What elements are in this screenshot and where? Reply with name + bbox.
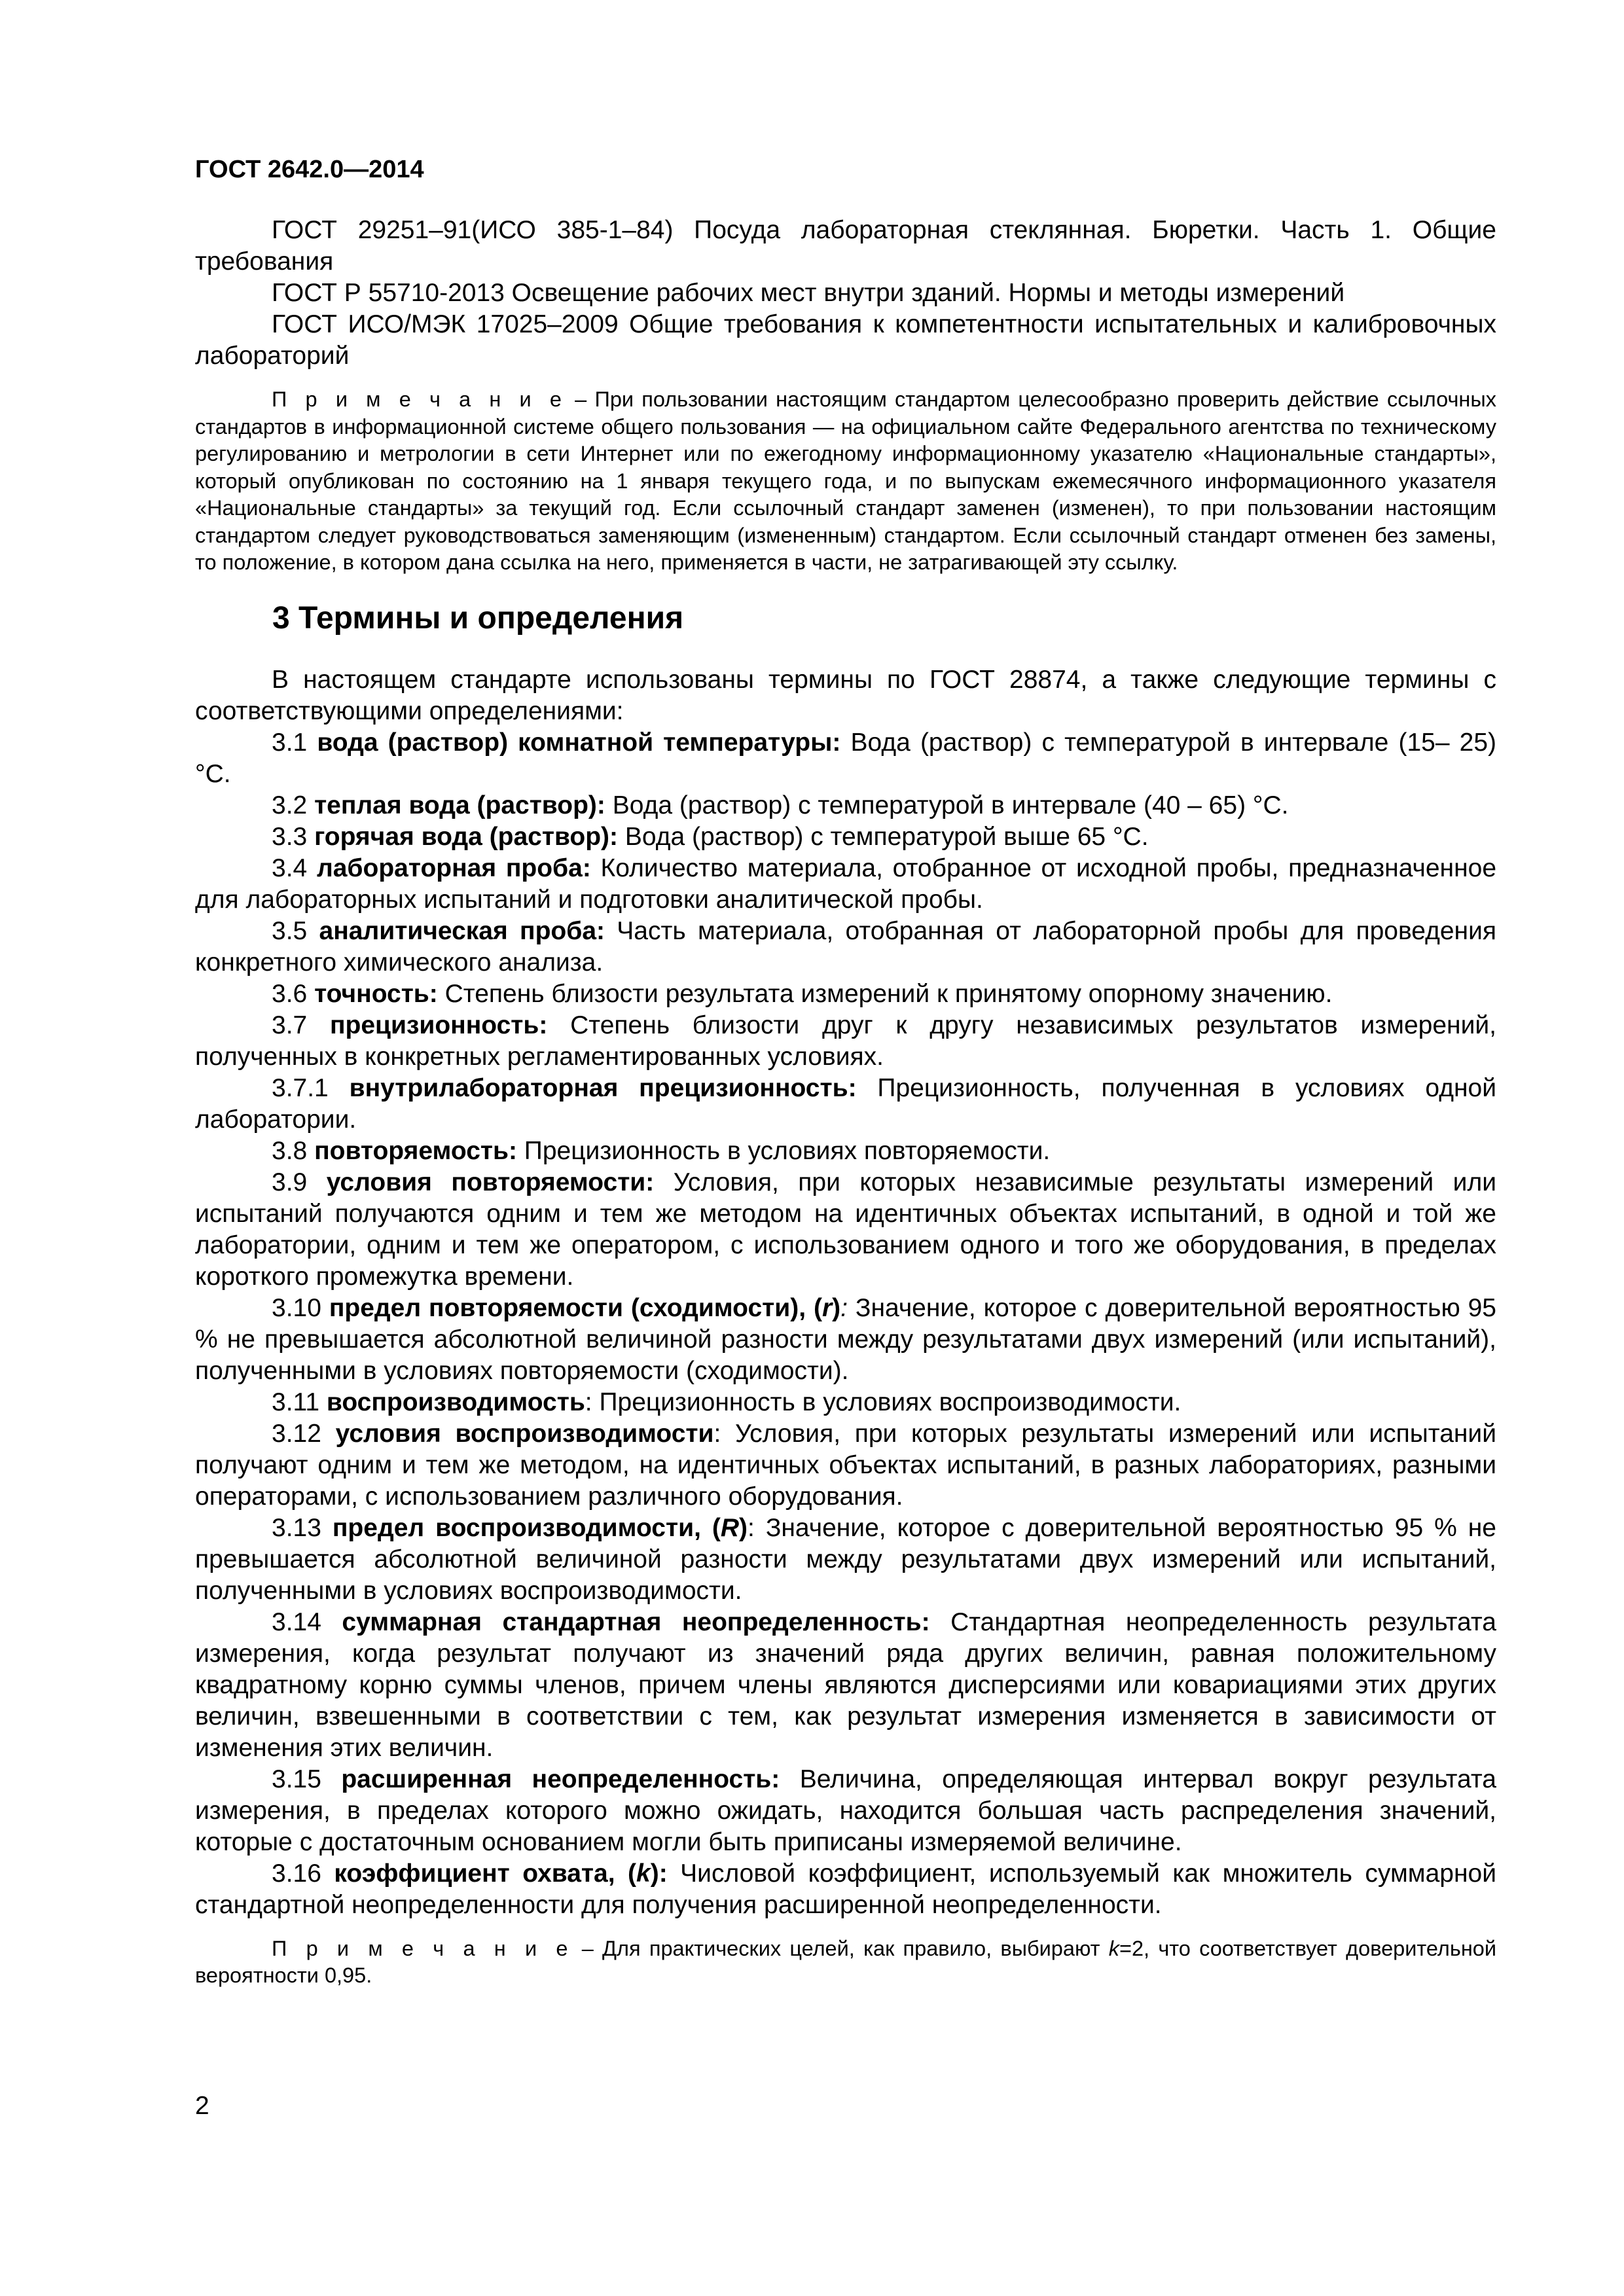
term-name: предел повторяемости (сходимости), ( bbox=[329, 1293, 822, 1322]
term-definition: Степень близости результата измерений к принятому опорному значению. bbox=[437, 979, 1333, 1008]
term-entry: 3.14 суммарная стандартная неопределенность: Стандартная неопределенность результата измерения, когда результат получают из значений ряда других величин, равная положительному квадратному корню суммы членов, причем члены являются дисперсиями или ковариациями этих других величин, взвешенными в соответствии с тем, как результат измерения изменяется в зависимости от изменения этих величин. bbox=[195, 1607, 1496, 1762]
term-name: горячая вода (раствор): bbox=[314, 822, 619, 851]
term-name: внутрилабораторная прецизионность: bbox=[349, 1073, 857, 1102]
note-label: П р и м е ч а н и е bbox=[272, 1936, 573, 1960]
document-header: ГОСТ 2642.0—2014 bbox=[195, 156, 424, 183]
term-name: прецизионность: bbox=[329, 1011, 548, 1039]
term-entry: 3.5 аналитическая проба: Часть материала, отобранная от лабораторной пробы для проведения конкретного химического анализа. bbox=[195, 916, 1496, 977]
term-entry: 3.9 условия повторяемости: Условия, при которых независимые результаты измерений или испытаний получаются одним и тем же методом на идентичных объектах испытаний, в одной и той же лаборатории, одним и тем же оператором, с использованием одного и того же оборудования, в пределах короткого промежутка времени. bbox=[195, 1168, 1496, 1291]
term-definition: Прецизионность, полученная в условиях одной лаборатории. bbox=[195, 1073, 1497, 1134]
term-name: воспроизводимость bbox=[326, 1388, 585, 1416]
term-entry: 3.10 предел повторяемости (сходимости), (r): Значение, которое с доверительной вероятностью 95 % не превышается абсолютной величиной разности между результатами двух измерений (или испытаний), полученными в условиях повторяемости (сходимости). bbox=[195, 1293, 1497, 1385]
term-definition: Количество материала, отобранное от исходной пробы, предназначенное для лабораторных испытаний и подготовки аналитической пробы. bbox=[195, 853, 1497, 914]
term-definition: Числовой коэффициент, используемый как множитель суммарной стандартной неопределенности для получения расширенной неопределенности. bbox=[195, 1859, 1496, 1919]
normative-reference: ГОСТ ИСО/МЭК 17025–2009 Общие требования к компетентности испытательных и калибровочных лабораторий bbox=[195, 310, 1496, 370]
term-name: условия повторяемости: bbox=[326, 1168, 655, 1196]
note-symbol: k bbox=[1108, 1936, 1119, 1960]
term-definition: Стандартная неопределенность результата измерения, когда результат получают из значений ряда других величин, равная положительному квадратному корню суммы членов, причем члены являются дисперсиями или ковариациями этих других величин, взвешенными в соответствии с тем, как результат измерения изменяется в зависимости от изменения этих величин. bbox=[195, 1607, 1496, 1762]
term-symbol: k bbox=[636, 1859, 651, 1888]
term-symbol: r bbox=[821, 1293, 833, 1322]
term-definition: Часть материала, отобранная от лабораторной пробы для проведения конкретного химического анализа. bbox=[195, 916, 1496, 977]
term-definition: : Значение, которое с доверительной вероятностью 95 % не превышается абсолютной величиной разности между результатами двух измерений или испытаний, полученными в условиях воспроизводимости. bbox=[195, 1513, 1496, 1605]
term-entry: 3.12 условия воспроизводимости: Условия, при которых результаты измерений или испытаний получают одним и тем же методом, на идентичных объектах испытаний, в разных лабораториях, разными операторами, с использованием различного оборудования. bbox=[195, 1419, 1496, 1511]
term-name: условия воспроизводимости bbox=[335, 1419, 714, 1448]
term-definition: Вода (раствор) с температурой выше 65 °С. bbox=[618, 822, 1149, 851]
term-entry: 3.13 предел воспроизводимости, (R): Значение, которое с доверительной вероятностью 95 % не превышается абсолютной величиной разности между результатами двух измерений или испытаний, полученными в условиях воспроизводимости. bbox=[195, 1513, 1496, 1605]
note-text: – При пользовании настоящим стандартом целесообразно проверить действие ссылочных стандартов в информационной системе общего пользования — на официальном сайте Федерального агентства по техническому регулированию и метрологии в сети Интернет или по ежегодному информационному указателю «Национальные стандарты», который опубликован по состоянию на 1 января текущего года, и по выпускам ежемесячного информационного указателя «Национальные стандарты» за текущий год. Если ссылочный стандарт заменен (изменен), то при пользовании настоящим стандартом следует руководствоваться заменяющим (измененным) стандартом. Если ссылочный стандарт отменен без замены, то положение, в котором дана ссылка на него, применяется в части, не затрагивающей эту ссылку. bbox=[195, 387, 1496, 574]
section-heading: 3 Термины и определения bbox=[272, 600, 684, 636]
term-name: точность: bbox=[314, 979, 438, 1008]
document-body bbox=[195, 215, 1496, 1990]
term-name: повторяемость: bbox=[314, 1136, 517, 1165]
term-symbol: R bbox=[720, 1513, 740, 1542]
term-name: коэффициент охвата, ( bbox=[334, 1859, 637, 1888]
term-name: теплая вода (раствор): bbox=[314, 791, 605, 819]
term-definition: Прецизионность в условиях повторяемости. bbox=[516, 1136, 1051, 1165]
normative-reference: ГОСТ 29251–91(ИСО 385-1–84) Посуда лабораторная стеклянная. Бюретки. Часть 1. Общие требования bbox=[195, 216, 1496, 276]
page-number: 2 bbox=[195, 2092, 209, 2120]
term-entry: 3.6 точность: Степень близости результата измерений к принятому опорному значению. bbox=[272, 979, 1333, 1008]
note-paragraph bbox=[195, 386, 1496, 577]
term-definition: Степень близости друг к другу независимых результатов измерений, полученных в конкретных регламентированных условиях. bbox=[195, 1011, 1496, 1071]
term-name: расширенная неопределенность: bbox=[341, 1765, 780, 1793]
term-definition: : Условия, при которых результаты измерений или испытаний получают одним и тем же методом, на идентичных объектах испытаний, в разных лабораториях, разными операторами, с использованием различного оборудования. bbox=[195, 1419, 1496, 1511]
term-name: предел воспроизводимости, ( bbox=[332, 1513, 721, 1542]
term-entry: 3.2 теплая вода (раствор): Вода (раствор) с температурой в интервале (40 – 65) °С. bbox=[272, 791, 1289, 819]
term-definition: : Прецизионность в условиях воспроизводимости. bbox=[585, 1388, 1182, 1416]
term-entry: 3.1 вода (раствор) комнатной температуры: Вода (раствор) с температурой в интервале (15– 25) °С. bbox=[195, 728, 1497, 788]
term-entry: 3.8 повторяемость: Прецизионность в условиях повторяемости. bbox=[272, 1136, 1051, 1165]
note-label: П р и м е ч а н и е bbox=[272, 387, 567, 411]
term-definition: Вода (раствор) с температурой в интервале (40 – 65) °С. bbox=[605, 791, 1289, 819]
term-entry: 3.11 воспроизводимость: Прецизионность в условиях воспроизводимости. bbox=[272, 1388, 1182, 1416]
normative-reference: ГОСТ Р 55710-2013 Освещение рабочих мест внутри зданий. Нормы и методы измерений bbox=[272, 279, 1345, 307]
term-definition: Вода (раствор) с температурой в интервале (15– 25) °С. bbox=[195, 728, 1497, 788]
term-entry: 3.7 прецизионность: Степень близости друг к другу независимых результатов измерений, полученных в конкретных регламентированных условиях. bbox=[195, 1011, 1496, 1071]
term-entry: 3.3 горячая вода (раствор): Вода (раствор) с температурой выше 65 °С. bbox=[272, 822, 1149, 851]
term-definition: Условия, при которых независимые результаты измерений или испытаний получаются одним и тем же методом на идентичных объектах испытаний, в одной и той же лаборатории, одним и тем же оператором, с использованием одного и того же оборудования, в пределах короткого промежутка времени. bbox=[195, 1168, 1496, 1291]
term-entry: 3.16 коэффициент охвата, (k): Числовой коэффициент, используемый как множитель суммарной стандартной неопределенности для получения расширенной неопределенности. bbox=[195, 1859, 1496, 1919]
term-name: суммарная стандартная неопределенность: bbox=[342, 1607, 930, 1636]
term-definition: Значение, которое с доверительной вероятностью 95 % не превышается абсолютной величиной разности между результатами двух измерений (или испытаний), полученными в условиях повторяемости (сходимости). bbox=[195, 1293, 1497, 1385]
term-entry: 3.4 лабораторная проба: Количество материала, отобранное от исходной пробы, предназначенное для лабораторных испытаний и подготовки аналитической пробы. bbox=[195, 853, 1497, 914]
note-paragraph: П р и м е ч а н и е – Для практических целей, как правило, выбирают k=2, что соответствует доверительной вероятности 0,95. bbox=[195, 1936, 1496, 1987]
term-name: аналитическая проба: bbox=[319, 916, 605, 945]
section-intro: В настоящем стандарте использованы термины по ГОСТ 28874, а также следующие термины с соответствующими определениями: bbox=[195, 665, 1496, 725]
term-entry: 3.15 расширенная неопределенность: Величина, определяющая интервал вокруг результата измерения, в пределах которого можно ожидать, находится большая часть распределения значений, которые с достаточным основанием могли быть приписаны измеряемой величине. bbox=[195, 1765, 1496, 1856]
term-name: вода (раствор) комнатной температуры: bbox=[317, 728, 841, 757]
term-name: лабораторная проба: bbox=[316, 853, 591, 882]
term-definition: Величина, определяющая интервал вокруг результата измерения, в пределах которого можно ожидать, находится большая часть распределения значений, которые с достаточным основанием могли быть приписаны измеряемой величине. bbox=[195, 1765, 1496, 1856]
term-entry: 3.7.1 внутрилабораторная прецизионность: Прецизионность, полученная в условиях одной лаборатории. bbox=[195, 1073, 1497, 1134]
